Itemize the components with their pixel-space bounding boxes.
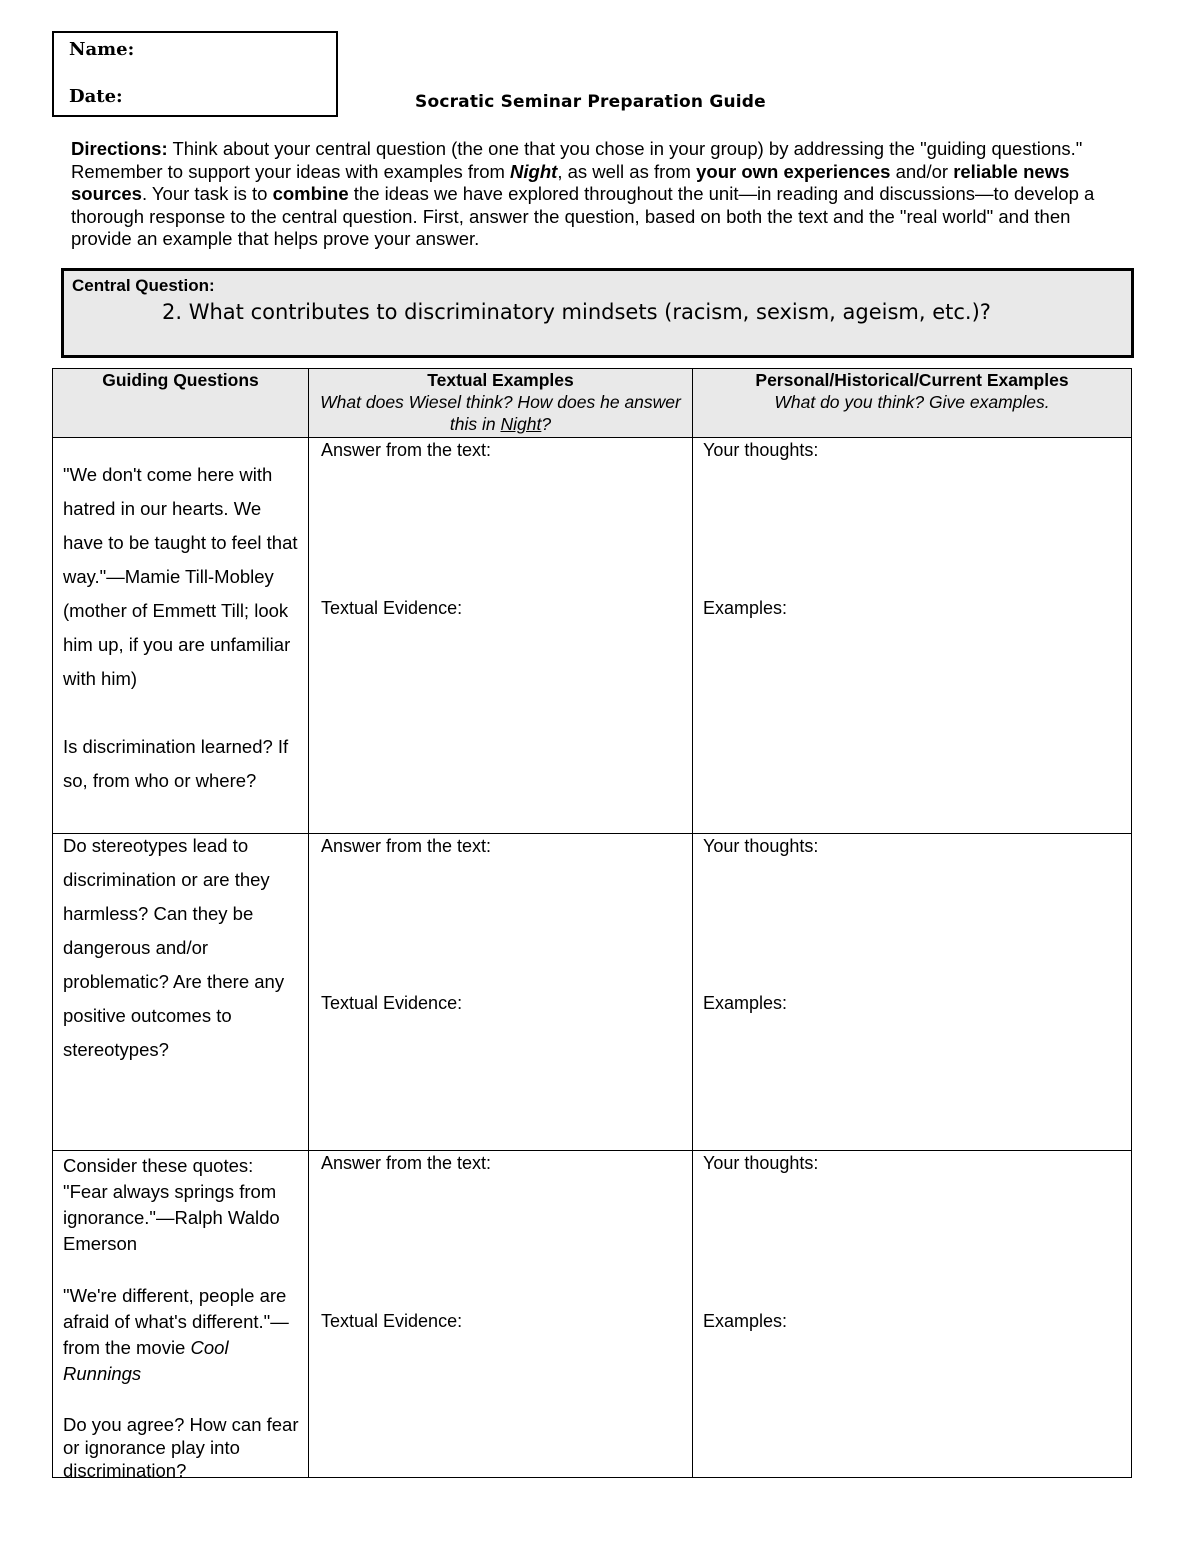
examples-label: Examples: xyxy=(703,993,788,1013)
guiding-question-text: Do you agree? How can fear or ignorance play into discrimination? xyxy=(63,1414,299,1481)
textual-evidence-label: Textual Evidence: xyxy=(321,598,463,618)
central-question-box xyxy=(61,268,1134,358)
emerson-quote: "Fear always springs from ignorance."—Ralph Waldo Emerson xyxy=(63,1181,280,1254)
table-row xyxy=(53,1151,1132,1478)
personal-response-cell[interactable] xyxy=(693,438,1132,834)
till-mobley-quote: "We don't come here with hatred in our hearts. We have to be taught to feel that way."—Mamie Till-Mobley (mother of Emmett Till; look him up, if you are unfamiliar with him) xyxy=(63,464,298,689)
textual-evidence-label: Textual Evidence: xyxy=(321,1311,463,1331)
answer-from-text-label: Answer from the text: xyxy=(321,836,492,856)
personal-response-cell[interactable] xyxy=(693,1151,1132,1478)
guiding-question-text: Do stereotypes lead to discrimination or are they harmless? Can they be dangerous and/or problematic? Are there any positive outcomes to stereotypes? xyxy=(63,835,285,1060)
header-guiding-questions: Guiding Questions xyxy=(53,369,309,438)
central-question-text: 2. What contributes to discriminatory mindsets (racism, sexism, ageism, etc.)? xyxy=(162,300,991,324)
book-title-night: Night xyxy=(510,160,558,182)
quotes-intro: Consider these quotes: xyxy=(63,1155,254,1176)
guiding-question-text: Is discrimination learned? If so, from who or where? xyxy=(63,736,289,791)
directions-paragraph: Directions: Think about your central question (the one that you chose in your group) by addressing the "guiding questions." Remember to support your ideas with examples from Night, as well as from your own experiences and/or reliable news sources. Your task is to combine the ideas we have explored throughout the unit—in reading and discussions—to develop a thorough response to the central question. First, answer the question, based on both the text and the "real world" and then provide an example that helps prove your answer. xyxy=(71,138,1095,250)
cool-runnings-quote: "We're different, people are afraid of what's different."—from the movie Cool Runnings xyxy=(63,1285,289,1384)
date-label: Date: xyxy=(69,86,123,107)
page-title: Socratic Seminar Preparation Guide xyxy=(415,92,766,112)
textual-evidence-label: Textual Evidence: xyxy=(321,993,463,1013)
examples-label: Examples: xyxy=(703,1311,788,1331)
your-thoughts-label: Your thoughts: xyxy=(703,1153,819,1173)
table-row xyxy=(53,438,1132,834)
answer-from-text-label: Answer from the text: xyxy=(321,440,492,460)
guiding-question-cell xyxy=(53,834,309,1151)
name-label: Name: xyxy=(69,39,135,60)
personal-response-cell[interactable] xyxy=(693,834,1132,1151)
textual-response-cell[interactable] xyxy=(309,834,693,1151)
textual-response-cell[interactable] xyxy=(309,1151,693,1478)
guiding-question-cell xyxy=(53,438,309,834)
textual-response-cell[interactable] xyxy=(309,438,693,834)
directions-label: Directions: xyxy=(71,138,168,159)
examples-label: Examples: xyxy=(703,598,788,618)
central-question-label: Central Question: xyxy=(72,276,215,295)
table-row xyxy=(53,834,1132,1151)
header-textual-examples: Textual Examples What does Wiesel think? How does he answer this in Night? xyxy=(309,369,693,438)
your-thoughts-label: Your thoughts: xyxy=(703,440,819,460)
answer-from-text-label: Answer from the text: xyxy=(321,1153,492,1173)
header-personal-examples: Personal/Historical/Current Examples What do you think? Give examples. xyxy=(693,369,1132,438)
guiding-question-cell xyxy=(53,1151,309,1481)
table-header-row xyxy=(53,369,1132,438)
your-thoughts-label: Your thoughts: xyxy=(703,836,819,856)
guide-table xyxy=(52,368,1132,1481)
name-date-box xyxy=(52,31,338,117)
